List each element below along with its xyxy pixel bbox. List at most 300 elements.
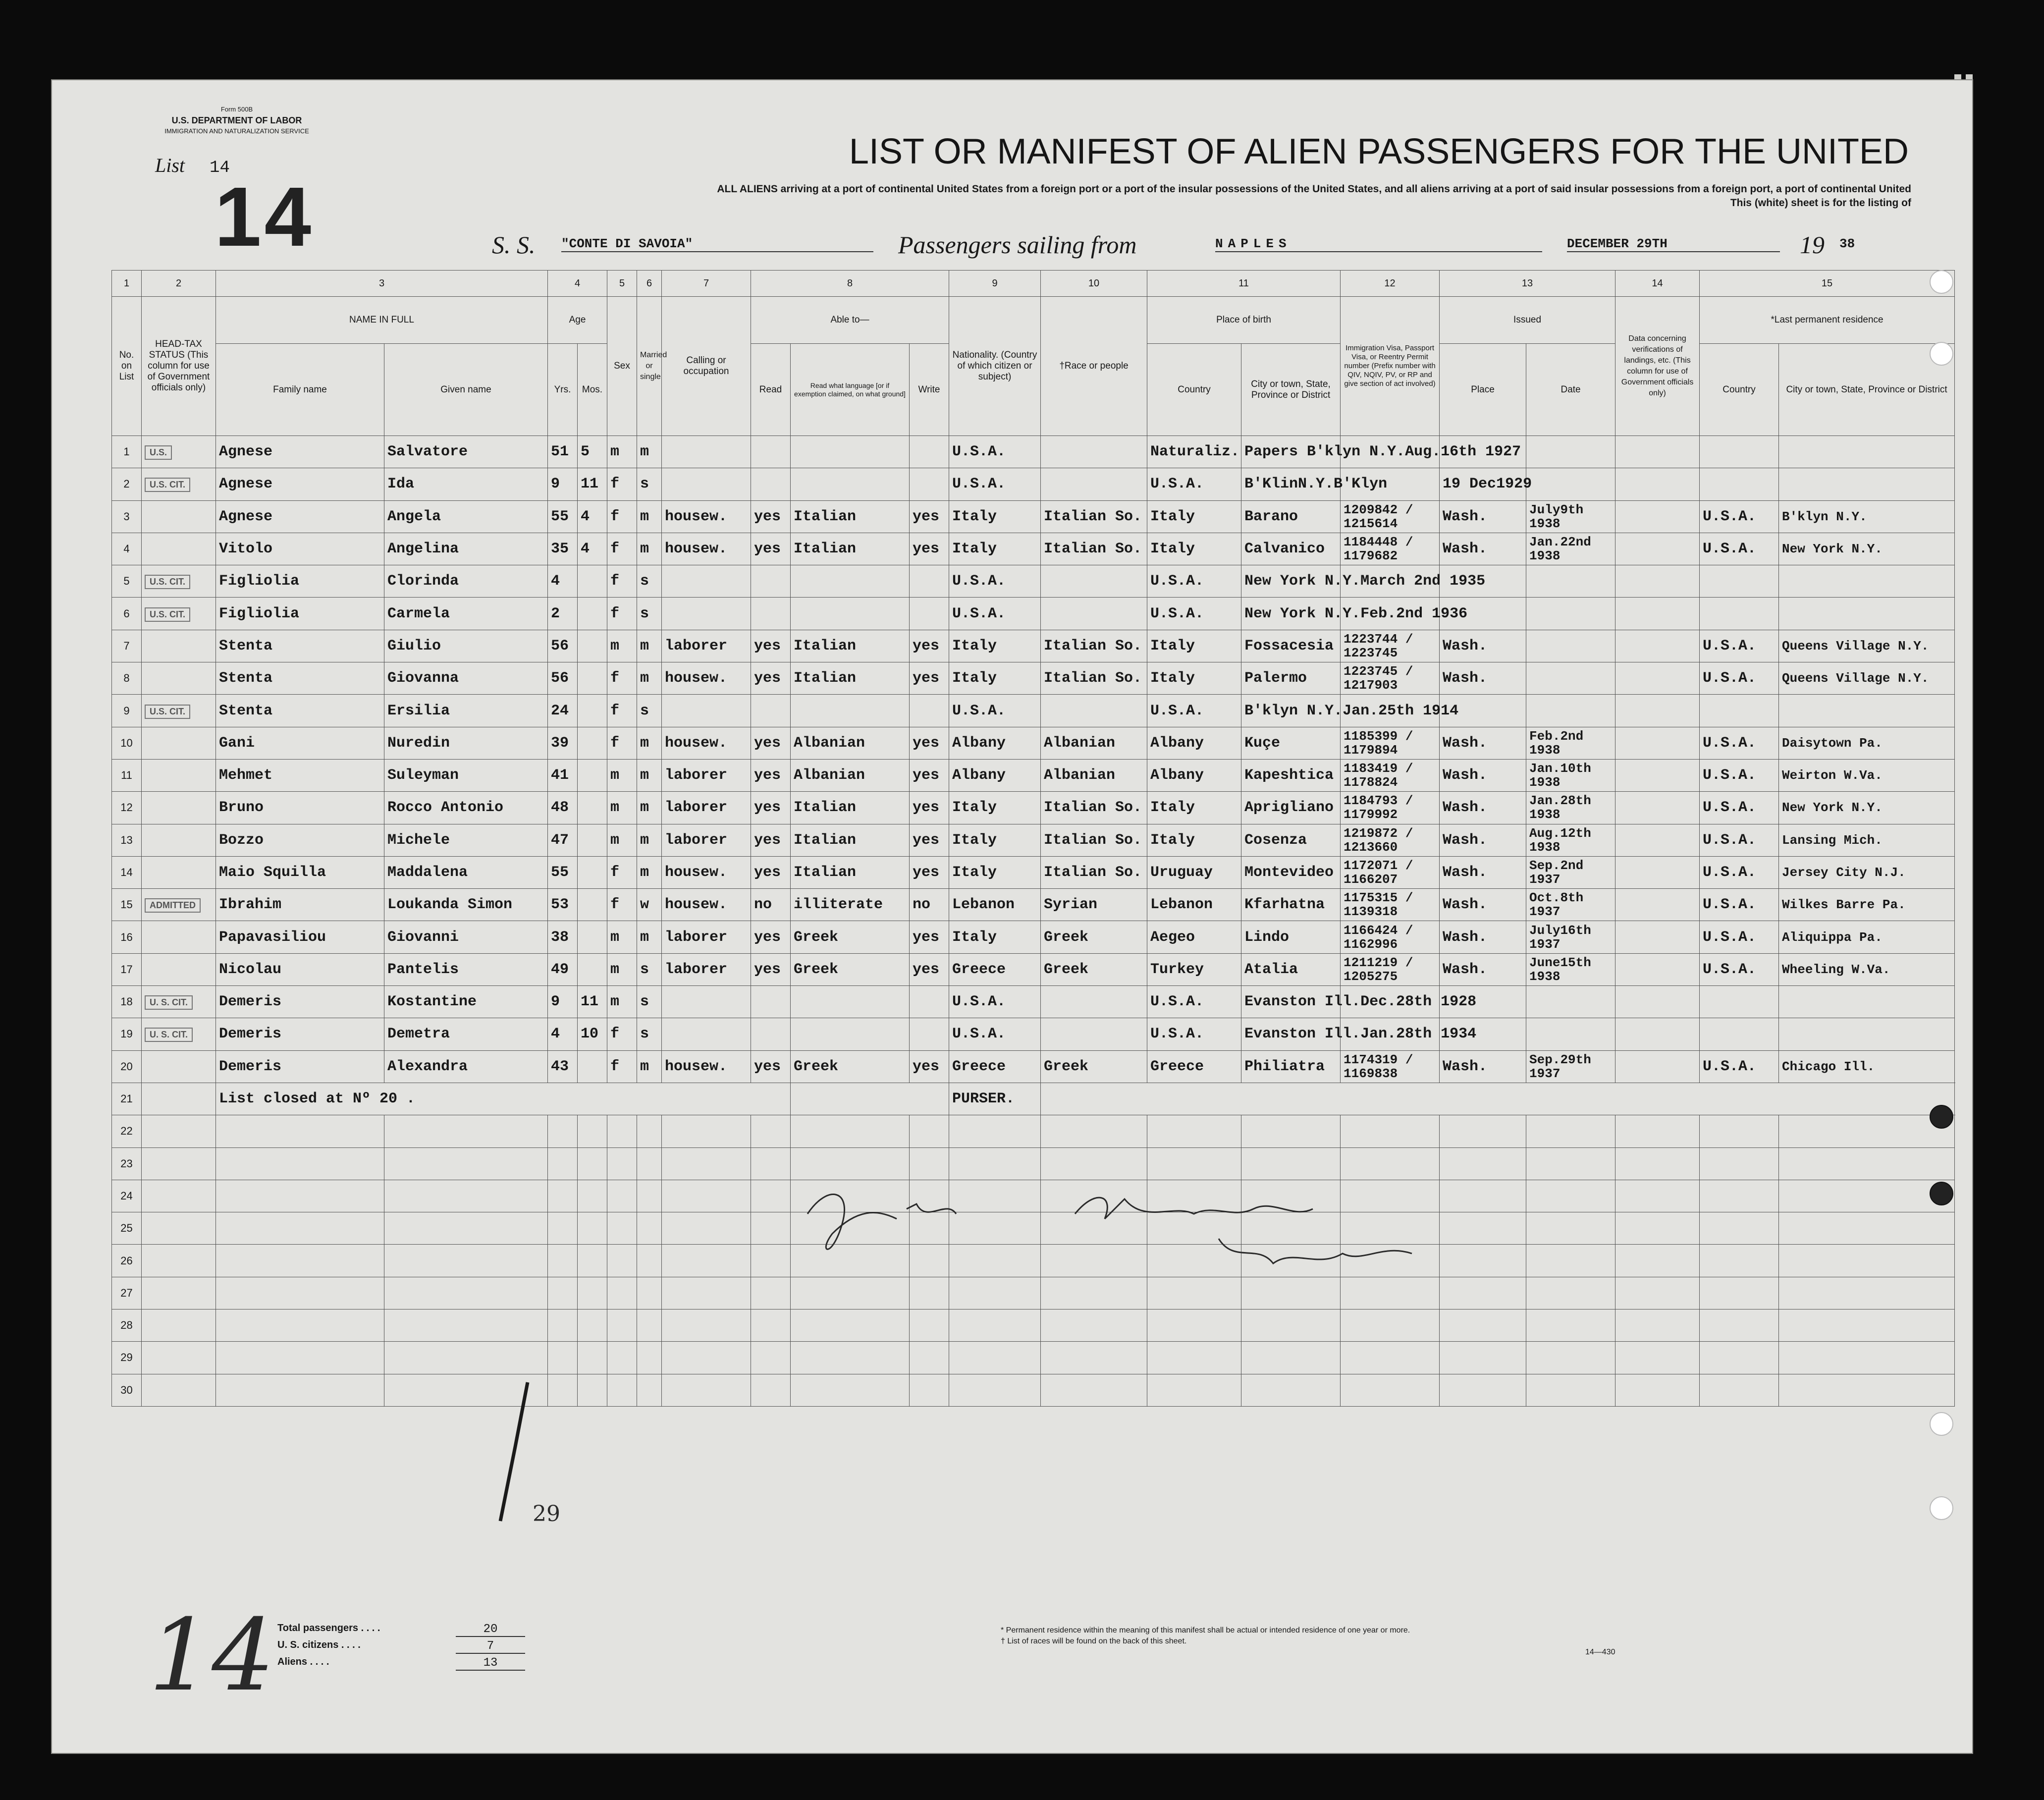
- verification: [1615, 759, 1700, 791]
- birth-country: Albany: [1147, 727, 1241, 759]
- age-months: [578, 662, 607, 695]
- residence-country: [1700, 986, 1779, 1018]
- age-months: [578, 792, 607, 824]
- head-tax-stamp: [142, 1018, 216, 1050]
- issued-place: Wash.: [1440, 953, 1526, 985]
- header-no-on-list: No. on List: [112, 297, 142, 436]
- empty-cell: [607, 1374, 637, 1406]
- birth-country: U.S.A.: [1147, 468, 1241, 500]
- occupation: housew.: [662, 500, 751, 533]
- empty-cell: [607, 1245, 637, 1277]
- marital-status: m: [637, 630, 662, 662]
- race: Albanian: [1041, 759, 1147, 791]
- can-write: yes: [910, 953, 949, 985]
- header-family-name: Family name: [216, 344, 384, 436]
- birth-city: Papers B'klyn N.Y.Aug.16th 1927: [1241, 436, 1341, 468]
- head-tax-stamp-text: U. S. CIT.: [145, 1028, 193, 1042]
- residence-country: U.S.A.: [1700, 889, 1779, 921]
- issued-date: [1526, 1018, 1615, 1050]
- empty-cell: [1147, 1374, 1241, 1406]
- row-number: 16: [112, 921, 142, 953]
- birth-country: Italy: [1147, 630, 1241, 662]
- empty-cell: [607, 1180, 637, 1212]
- residence-city: Weirton W.Va.: [1779, 759, 1955, 791]
- empty-cell: [910, 1342, 949, 1374]
- empty-cell: [1779, 1212, 1955, 1245]
- race: Greek: [1041, 921, 1147, 953]
- empty-cell: [751, 1309, 791, 1342]
- empty-cell: [216, 1180, 384, 1212]
- header-visa: Immigration Visa, Passport Visa, or Reentry Permit number (Prefix number with QIV, NQIV, PV, or RP and give section of act involved): [1341, 297, 1440, 436]
- head-tax-stamp: [142, 500, 216, 533]
- visa-number: 1211219 / 1205275: [1341, 953, 1440, 985]
- occupation: [662, 695, 751, 727]
- empty-cell: [384, 1147, 548, 1180]
- visa-number: 1184448 / 1179682: [1341, 533, 1440, 565]
- issued-place: Wash.: [1440, 533, 1526, 565]
- header-birth-country: Country: [1147, 344, 1241, 436]
- read-language: Greek: [791, 921, 910, 953]
- nationality: Italy: [949, 921, 1041, 953]
- col-num-9: 9: [949, 271, 1041, 297]
- residence-city: Jersey City N.J.: [1779, 856, 1955, 888]
- table-row: [112, 824, 1955, 856]
- empty-cell: [216, 1277, 384, 1309]
- col-num-2: 2: [142, 271, 216, 297]
- empty-cell: [662, 1309, 751, 1342]
- residence-city: New York N.Y.: [1779, 792, 1955, 824]
- marital-status: s: [637, 953, 662, 985]
- nationality: Lebanon: [949, 889, 1041, 921]
- can-write: yes: [910, 727, 949, 759]
- birth-country: U.S.A.: [1147, 986, 1241, 1018]
- can-read: yes: [751, 953, 791, 985]
- family-name: Demeris: [216, 1018, 384, 1050]
- empty-cell: [548, 1245, 578, 1277]
- empty-cell: [662, 1180, 751, 1212]
- header-given-name: Given name: [384, 344, 548, 436]
- birth-country: U.S.A.: [1147, 1018, 1241, 1050]
- empty-cell: [949, 1374, 1041, 1406]
- col-num-5: 5: [607, 271, 637, 297]
- empty-cell: [1700, 1342, 1779, 1374]
- binder-hole: [1930, 270, 1953, 294]
- occupation: [662, 436, 751, 468]
- occupation: housew.: [662, 662, 751, 695]
- can-write: [910, 695, 949, 727]
- table-row: [112, 889, 1955, 921]
- read-language: Albanian: [791, 759, 910, 791]
- empty-cell: [637, 1309, 662, 1342]
- empty-cell: [142, 1277, 216, 1309]
- birth-country: U.S.A.: [1147, 565, 1241, 598]
- verification: [1615, 824, 1700, 856]
- occupation: [662, 565, 751, 598]
- empty-cell: [142, 1147, 216, 1180]
- empty-cell: [1341, 1115, 1440, 1147]
- row-number: 23: [112, 1147, 142, 1180]
- sex: f: [607, 533, 637, 565]
- verification: [1615, 1018, 1700, 1050]
- empty-row: [112, 1309, 1955, 1342]
- can-read: yes: [751, 727, 791, 759]
- row-number: 27: [112, 1277, 142, 1309]
- residence-city: [1779, 436, 1955, 468]
- empty-cell: [1241, 1309, 1341, 1342]
- residence-country: U.S.A.: [1700, 759, 1779, 791]
- can-read: [751, 468, 791, 500]
- table-row: [112, 986, 1955, 1018]
- can-write: yes: [910, 792, 949, 824]
- given-name: Suleyman: [384, 759, 548, 791]
- empty-cell: [384, 1115, 548, 1147]
- race: Greek: [1041, 1050, 1147, 1083]
- table-row: [112, 727, 1955, 759]
- age-months: [578, 695, 607, 727]
- sex: f: [607, 565, 637, 598]
- empty-cell: [384, 1180, 548, 1212]
- empty-cell: [1440, 1115, 1526, 1147]
- empty-cell: [662, 1245, 751, 1277]
- issued-date: [1526, 695, 1615, 727]
- residence-city: [1779, 1018, 1955, 1050]
- sex: f: [607, 889, 637, 921]
- row-number: 8: [112, 662, 142, 695]
- read-language: Greek: [791, 1050, 910, 1083]
- residence-country: U.S.A.: [1700, 630, 1779, 662]
- empty-cell: [1526, 1374, 1615, 1406]
- empty-cell: [751, 1277, 791, 1309]
- read-language: Italian: [791, 792, 910, 824]
- empty-cell: [607, 1212, 637, 1245]
- given-name: Nuredin: [384, 727, 548, 759]
- empty-cell: [1041, 1309, 1147, 1342]
- given-name: Rocco Antonio: [384, 792, 548, 824]
- can-read: yes: [751, 533, 791, 565]
- empty-cell: [216, 1342, 384, 1374]
- age-months: 11: [578, 468, 607, 500]
- issued-date: Sep.2nd 1937: [1526, 856, 1615, 888]
- can-read: [751, 436, 791, 468]
- nationality: U.S.A.: [949, 468, 1041, 500]
- read-language: [791, 695, 910, 727]
- nationality: Greece: [949, 1050, 1041, 1083]
- table-row: [112, 1018, 1955, 1050]
- can-read: no: [751, 889, 791, 921]
- empty-cell: [1526, 1245, 1615, 1277]
- residence-city: Aliquippa Pa.: [1779, 921, 1955, 953]
- col-num-3: 3: [216, 271, 548, 297]
- empty-cell: [1341, 1374, 1440, 1406]
- residence-city: B'klyn N.Y.: [1779, 500, 1955, 533]
- can-write: yes: [910, 533, 949, 565]
- verification: [1615, 468, 1700, 500]
- empty-cell: [1615, 1115, 1700, 1147]
- verification: [1615, 695, 1700, 727]
- verification: [1615, 565, 1700, 598]
- department-name: U.S. DEPARTMENT OF LABOR: [171, 115, 302, 125]
- empty-cell: [1147, 1342, 1241, 1374]
- empty-cell: [384, 1212, 548, 1245]
- empty-cell: [1700, 1309, 1779, 1342]
- visa-number: 1223744 / 1223745: [1341, 630, 1440, 662]
- nationality: Greece: [949, 953, 1041, 985]
- binder-hole: [1930, 1182, 1953, 1205]
- empty-cell: [1700, 1374, 1779, 1406]
- empty-cell: [607, 1115, 637, 1147]
- sex: f: [607, 856, 637, 888]
- purser-signature: [798, 1179, 1521, 1293]
- empty-cell: [949, 1115, 1041, 1147]
- age-years: 53: [548, 889, 578, 921]
- verification: [1615, 533, 1700, 565]
- empty-cell: [142, 1309, 216, 1342]
- issued-date: Jan.28th 1938: [1526, 792, 1615, 824]
- issued-place: 19 Dec1929: [1440, 468, 1526, 500]
- issued-date: Sep.29th 1937: [1526, 1050, 1615, 1083]
- row-number: 25: [112, 1212, 142, 1245]
- read-language: [791, 468, 910, 500]
- header-age: Age: [548, 297, 607, 344]
- empty-cell: [607, 1147, 637, 1180]
- sex: m: [607, 824, 637, 856]
- empty-cell: [578, 1245, 607, 1277]
- empty-cell: [1779, 1342, 1955, 1374]
- col-num-8: 8: [751, 271, 949, 297]
- issued-date: Aug.12th 1938: [1526, 824, 1615, 856]
- table-row: [112, 468, 1955, 500]
- birth-city: Evanston Ill.Dec.28th 1928: [1241, 986, 1341, 1018]
- family-name: Papavasiliou: [216, 921, 384, 953]
- empty-cell: [578, 1147, 607, 1180]
- can-write: [910, 468, 949, 500]
- read-language: Italian: [791, 533, 910, 565]
- sex: m: [607, 792, 637, 824]
- head-tax-stamp: [142, 824, 216, 856]
- nationality: U.S.A.: [949, 695, 1041, 727]
- empty-cell: [1041, 1147, 1147, 1180]
- row-number: 3: [112, 500, 142, 533]
- birth-city: Palermo: [1241, 662, 1341, 695]
- issued-date: June15th 1938: [1526, 953, 1615, 985]
- age-months: 10: [578, 1018, 607, 1050]
- empty-cell: [1341, 1342, 1440, 1374]
- given-name: Loukanda Simon: [384, 889, 548, 921]
- family-name: Agnese: [216, 500, 384, 533]
- age-years: 38: [548, 921, 578, 953]
- visa-number: 1166424 / 1162996: [1341, 921, 1440, 953]
- table-row: [112, 500, 1955, 533]
- head-tax-stamp: [142, 1050, 216, 1083]
- sex: m: [607, 953, 637, 985]
- can-read: yes: [751, 856, 791, 888]
- birth-country: U.S.A.: [1147, 695, 1241, 727]
- can-read: yes: [751, 921, 791, 953]
- departure-date: DECEMBER 29TH: [1567, 236, 1780, 252]
- can-read: yes: [751, 824, 791, 856]
- occupation: laborer: [662, 759, 751, 791]
- empty-cell: [637, 1115, 662, 1147]
- header-write: Write: [910, 344, 949, 436]
- page-title: LIST OR MANIFEST OF ALIEN PASSENGERS FOR THE UNITED: [849, 132, 1909, 171]
- head-tax-stamp: [142, 533, 216, 565]
- empty-cell: [1779, 1245, 1955, 1277]
- residence-city: [1779, 598, 1955, 630]
- head-tax-stamp-text: U.S.: [145, 445, 172, 460]
- empty-cell: [949, 1342, 1041, 1374]
- binder-hole: [1930, 1496, 1953, 1520]
- list-number: 14: [210, 159, 230, 177]
- race: Italian So.: [1041, 824, 1147, 856]
- empty-cell: [1615, 1212, 1700, 1245]
- visa-number: 1172071 / 1166207: [1341, 856, 1440, 888]
- issued-place: Wash.: [1440, 792, 1526, 824]
- empty-cell: [1615, 1342, 1700, 1374]
- family-name: Figliolia: [216, 598, 384, 630]
- empty-cell: [949, 1309, 1041, 1342]
- empty-cell: [662, 1342, 751, 1374]
- residence-country: U.S.A.: [1700, 921, 1779, 953]
- issued-place: Wash.: [1440, 856, 1526, 888]
- empty-cell: [548, 1212, 578, 1245]
- birth-city: Lindo: [1241, 921, 1341, 953]
- race: [1041, 436, 1147, 468]
- can-read: yes: [751, 759, 791, 791]
- header-mos: Mos.: [578, 344, 607, 436]
- family-name: Stenta: [216, 662, 384, 695]
- can-read: [751, 986, 791, 1018]
- age-months: 5: [578, 436, 607, 468]
- residence-city: Queens Village N.Y.: [1779, 662, 1955, 695]
- issued-date: [1526, 468, 1615, 500]
- list-closed-row: [112, 1083, 1955, 1115]
- header-race: †Race or people: [1041, 297, 1147, 436]
- occupation: [662, 468, 751, 500]
- sex: f: [607, 1050, 637, 1083]
- head-tax-stamp: [142, 792, 216, 824]
- empty-cell: [637, 1147, 662, 1180]
- race: Italian So.: [1041, 792, 1147, 824]
- empty-cell: [910, 1374, 949, 1406]
- empty-cell: [910, 1147, 949, 1180]
- birth-country: Albany: [1147, 759, 1241, 791]
- birth-country: Turkey: [1147, 953, 1241, 985]
- can-write: [910, 565, 949, 598]
- row-number: 21: [112, 1083, 142, 1115]
- header-verification: Data concerning verifications of landings, etc. (This column for use of Government officials only): [1615, 297, 1700, 436]
- empty-cell: [142, 1083, 216, 1115]
- race: Italian So.: [1041, 662, 1147, 695]
- empty-cell: [910, 1309, 949, 1342]
- empty-cell: [578, 1374, 607, 1406]
- can-write: [910, 598, 949, 630]
- can-write: yes: [910, 824, 949, 856]
- marital-status: m: [637, 533, 662, 565]
- empty-cell: [1615, 1277, 1700, 1309]
- visa-number: 1184793 / 1179992: [1341, 792, 1440, 824]
- empty-row: [112, 1342, 1955, 1374]
- table-row: [112, 565, 1955, 598]
- birth-city: Evanston Ill.Jan.28th 1934: [1241, 1018, 1341, 1050]
- sex: m: [607, 759, 637, 791]
- birth-city: B'klyn N.Y.Jan.25th 1914: [1241, 695, 1341, 727]
- family-name: Ibrahim: [216, 889, 384, 921]
- empty-cell: [1440, 1374, 1526, 1406]
- footnote-races: † List of races will be found on the back of this sheet.: [1001, 1637, 1187, 1645]
- row-number: 28: [112, 1309, 142, 1342]
- visa-number: 1209842 / 1215614: [1341, 500, 1440, 533]
- race: Italian So.: [1041, 533, 1147, 565]
- empty-cell: [662, 1212, 751, 1245]
- residence-country: U.S.A.: [1700, 953, 1779, 985]
- age-years: 9: [548, 986, 578, 1018]
- empty-cell: [637, 1212, 662, 1245]
- issued-place: Wash.: [1440, 630, 1526, 662]
- sex: f: [607, 500, 637, 533]
- residence-country: U.S.A.: [1700, 500, 1779, 533]
- empty-cell: [751, 1342, 791, 1374]
- empty-cell: [1041, 1374, 1147, 1406]
- head-tax-stamp: [142, 727, 216, 759]
- head-tax-stamp: [142, 468, 216, 500]
- empty-cell: [637, 1374, 662, 1406]
- head-tax-stamp-text: U.S. CIT.: [145, 607, 190, 622]
- can-write: yes: [910, 759, 949, 791]
- empty-cell: [578, 1212, 607, 1245]
- empty-cell: [1526, 1180, 1615, 1212]
- nationality: U.S.A.: [949, 436, 1041, 468]
- sex: m: [607, 630, 637, 662]
- col-num-14: 14: [1615, 271, 1700, 297]
- empty-cell: [1526, 1277, 1615, 1309]
- family-name: Agnese: [216, 436, 384, 468]
- empty-cell: [1341, 1147, 1440, 1180]
- empty-cell: [751, 1115, 791, 1147]
- issued-date: Oct.8th 1937: [1526, 889, 1615, 921]
- empty-cell: [751, 1374, 791, 1406]
- given-name: Ersilia: [384, 695, 548, 727]
- occupation: [662, 1018, 751, 1050]
- age-months: [578, 598, 607, 630]
- age-years: 41: [548, 759, 578, 791]
- table-row: [112, 953, 1955, 985]
- birth-city: B'KlinN.Y.B'Klyn: [1241, 468, 1341, 500]
- list-closed-text: List closed at Nº 20 .: [216, 1083, 791, 1115]
- head-tax-stamp: [142, 759, 216, 791]
- race: [1041, 598, 1147, 630]
- header-calling: Calling or occupation: [662, 297, 751, 436]
- issued-place: Wash.: [1440, 759, 1526, 791]
- given-name: Demetra: [384, 1018, 548, 1050]
- occupation: laborer: [662, 792, 751, 824]
- age-months: [578, 889, 607, 921]
- handwritten-stroke: [481, 1377, 540, 1526]
- head-tax-stamp-text: U.S. CIT.: [145, 575, 190, 589]
- race: Italian So.: [1041, 856, 1147, 888]
- empty-cell: [578, 1115, 607, 1147]
- given-name: Clorinda: [384, 565, 548, 598]
- empty-cell: [607, 1309, 637, 1342]
- empty-cell: [142, 1180, 216, 1212]
- col-num-15: 15: [1700, 271, 1955, 297]
- given-name: Carmela: [384, 598, 548, 630]
- header-res-city: City or town, State, Province or District: [1779, 344, 1955, 436]
- residence-country: [1700, 565, 1779, 598]
- given-name: Maddalena: [384, 856, 548, 888]
- row-number: 5: [112, 565, 142, 598]
- race: [1041, 986, 1147, 1018]
- occupation: laborer: [662, 824, 751, 856]
